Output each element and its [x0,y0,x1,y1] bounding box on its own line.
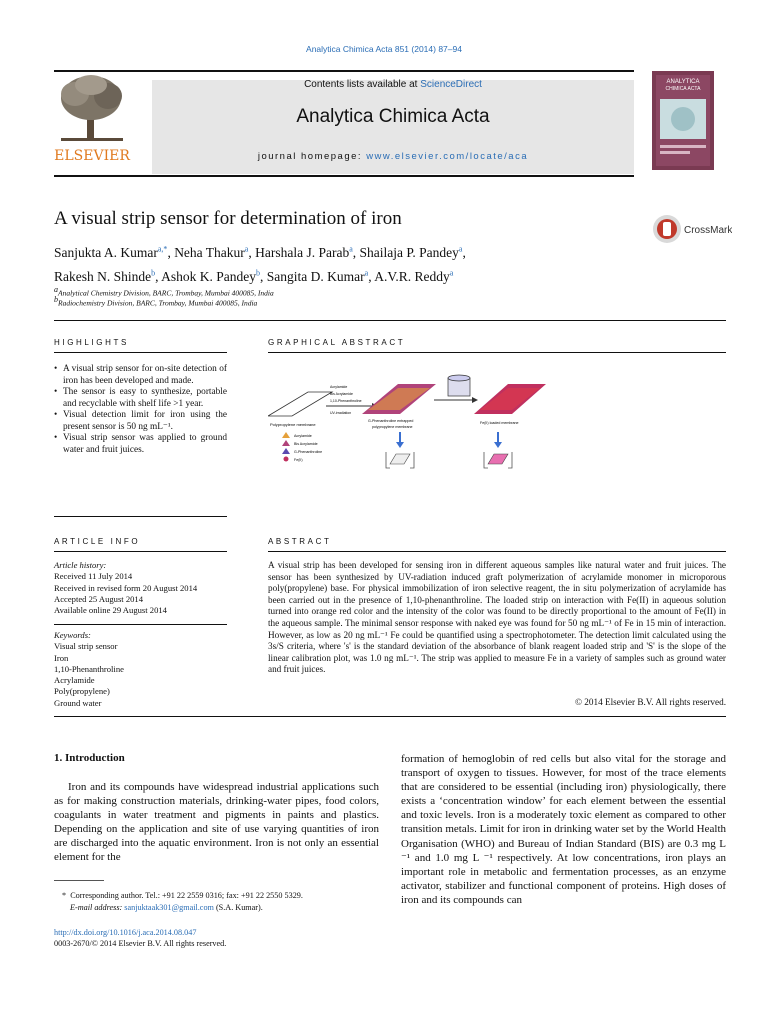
author[interactable]: Sanjukta A. Kumar$^{a,*}$, [54,244,175,260]
highlights-end-rule [54,516,227,517]
section-heading-introduction: 1. Introduction [54,752,125,764]
svg-text:Bis Acrylamide: Bis Acrylamide [294,442,318,446]
svg-text:polypropylene membrane: polypropylene membrane [372,425,413,429]
issn-copyright: 0003-2670/© 2014 Elsevier B.V. All rights reserved. [54,939,227,948]
article-history: Article history: Received 11 July 2014 Received in revised form 20 August 2014 Accepted 25 August 2014 Available online 29 August 2014 [54,560,198,616]
svg-text:G-Phenanthroline entrapped: G-Phenanthroline entrapped [368,419,414,423]
journal-reference[interactable]: Analytica Chimica Acta 851 (2014) 87–94 [306,44,462,54]
highlight-item: • Visual strip sensor was applied to ground water and fruit juices. [54,433,227,456]
contents-line: Contents lists available at ScienceDirect [304,79,482,90]
svg-text:CHIMICA ACTA: CHIMICA ACTA [665,86,701,92]
author[interactable]: Neha Thakur$^a$, [174,244,256,260]
footnote-corresponding: * Corresponding author. Tel.: +91 22 2559 0316; fax: +91 22 2550 5329. [62,891,303,900]
svg-text:1,10-Phenanthroline: 1,10-Phenanthroline [330,399,362,403]
svg-text:Acrylamide: Acrylamide [330,385,348,389]
journal-cover-image [652,71,714,170]
highlights-rule [54,352,227,353]
abstract-text: A visual strip has been developed for sensing iron in different aqueous samples like natural water and fruit juices. The sensor has been synthesized by UV-radiation induced graft polymerization of acrylamide monomer in microporous poly(propylene) base. For physical immobilization of iron selective reagent, the in situ polymerization of acrylamide has been carried out in the presence of 1,10-phenanthroline. The loaded strip on interaction with Fe(II) in aqueous solution turned into orange red color and the intensity of the color was found to be directly proportional to the amount of Fe(II) in the aqueous sample. The minimal sensor response with naked eye was found for 50 ng mL⁻¹ of Fe in 15 min of interaction. However, as low as 20 ng mL⁻¹ Fe could be quantified using a spectrophotometer. The detection limit calculated using the 3s/S criteria, where 's' is the standard deviation of the absorbance of blank reagent loaded strip and 'S' is the slope of the linear calibration plot, was 1.0 ng mL⁻¹. The strip was applied to measure Fe in a variety of samples such as ground water and fruit juices. [268,560,726,675]
abstract-heading: ABSTRACT [268,537,332,546]
svg-text:G-Phenanthroline: G-Phenanthroline [294,450,323,454]
affiliation: $^b$Radiochemistry Division, BARC, Trombay, Mumbai 400085, India [54,295,258,308]
sciencedirect-link[interactable]: ScienceDirect [420,79,482,90]
email-link[interactable]: sanjuktaak301@gmail.com [124,903,214,912]
graphical-abstract-figure [268,370,568,480]
author[interactable]: A.V.R. Reddy$^a$ [374,268,454,284]
journal-title: Analytica Chimica Acta [296,106,490,127]
author[interactable]: Rakesh N. Shinde$^b$, [54,268,162,284]
svg-text:Fe(II) loaded membrane: Fe(II) loaded membrane [480,421,519,425]
journal-homepage: journal homepage: www.elsevier.com/locate/aca [257,151,529,162]
svg-text:UV-irradiation: UV-irradiation [330,411,352,415]
abstract-rule [268,551,726,552]
keywords: Keywords: Visual strip sensor Iron 1,10-Phenanthroline Acrylamide Poly(propylene) Ground water [54,630,124,708]
homepage-link[interactable]: www.elsevier.com/locate/aca [366,151,529,162]
author[interactable]: Shailaja P. Pandey$^a$, [359,244,466,260]
highlight-item: • A visual strip sensor for on-site detection of iron has been developed and made. [54,364,227,387]
affiliation: $^a$Analytical Chemistry Division, BARC, Trombay, Mumbai 400085, India [54,285,274,298]
graphical-abstract-heading: GRAPHICAL ABSTRACT [268,338,406,347]
article-info-heading: ARTICLE INFO [54,537,141,546]
svg-text:ELSEVIER: ELSEVIER [54,148,130,164]
author[interactable]: Harshala J. Parab$^a$, [255,244,360,260]
svg-text:Polypropylene membrane: Polypropylene membrane [270,422,316,427]
article-title: A visual strip sensor for determination of iron [54,208,402,229]
doi-link[interactable]: http://dx.doi.org/10.1016/j.aca.2014.08.047 [54,928,197,937]
body-paragraph: Iron and its compounds have widespread industrial applications such as for making construction materials, drinking-water pipes, food colors, coagulants in water treatment and pigments in paints and plastics. Depending on the application and site of use varying quantities of iron are discharged into the aquatic environment. Iron is not only an essential element for the [54,781,379,863]
author[interactable]: Ashok K. Pandey$^b$, [161,268,267,284]
svg-text:Bis Acrylamide: Bis Acrylamide [330,392,353,396]
abstract-end-rule [54,716,726,717]
keywords-rule [54,624,227,625]
svg-text:Acrylamide: Acrylamide [294,434,312,438]
section-divider [54,320,726,321]
article-info-rule [54,551,227,552]
highlights-list [54,364,227,456]
crossmark-label: CrossMark [684,225,732,236]
highlight-item: • Visual detection limit for iron using the present sensor is 50 ng mL⁻¹. [54,410,227,433]
highlight-item: • The sensor is easy to synthesize, portable and recyclable with shelf life >1 year. [54,387,227,410]
graphical-abstract-rule [268,352,726,353]
author-list [54,238,674,287]
header-top-rule [54,70,634,72]
footnote-rule [54,880,104,881]
author[interactable]: Sangita D. Kumar$^a$, [266,268,375,284]
footnote-email: E-mail address: sanjuktaak301@gmail.com (S.A. Kumar). [70,903,263,912]
highlights-heading: HIGHLIGHTS [54,338,129,347]
svg-text:ANALYTICA: ANALYTICA [666,79,700,85]
elsevier-logo [53,72,131,164]
body-paragraph: formation of hemoglobin of red cells but also vital for the storage and transport of oxygen to tissues. However, for most of the trace elements that are considered to be essential (including iron) physiologically, there exists a ‘concentration window’ for each element between the essential and toxic levels. Iron is a moderately toxic element as compared to other transition metals. Limit for iron in drinking water set by the World Health Organisation (WHO) and Bureau of Indian Standard (BIS) are 0.3 mg L ⁻¹ and 1.0 mg L ⁻¹ respectively. At low concentrations, iron plays an important role in metabolic and fermentation processes, as an enzyme activator, stabilizer and functional component of proteins. High doses of iron and its compounds can [401,753,726,906]
abstract-copyright: © 2014 Elsevier B.V. All rights reserved. [575,697,726,707]
header-bottom-rule [54,175,634,177]
svg-text:Fe(II): Fe(II) [294,458,303,462]
